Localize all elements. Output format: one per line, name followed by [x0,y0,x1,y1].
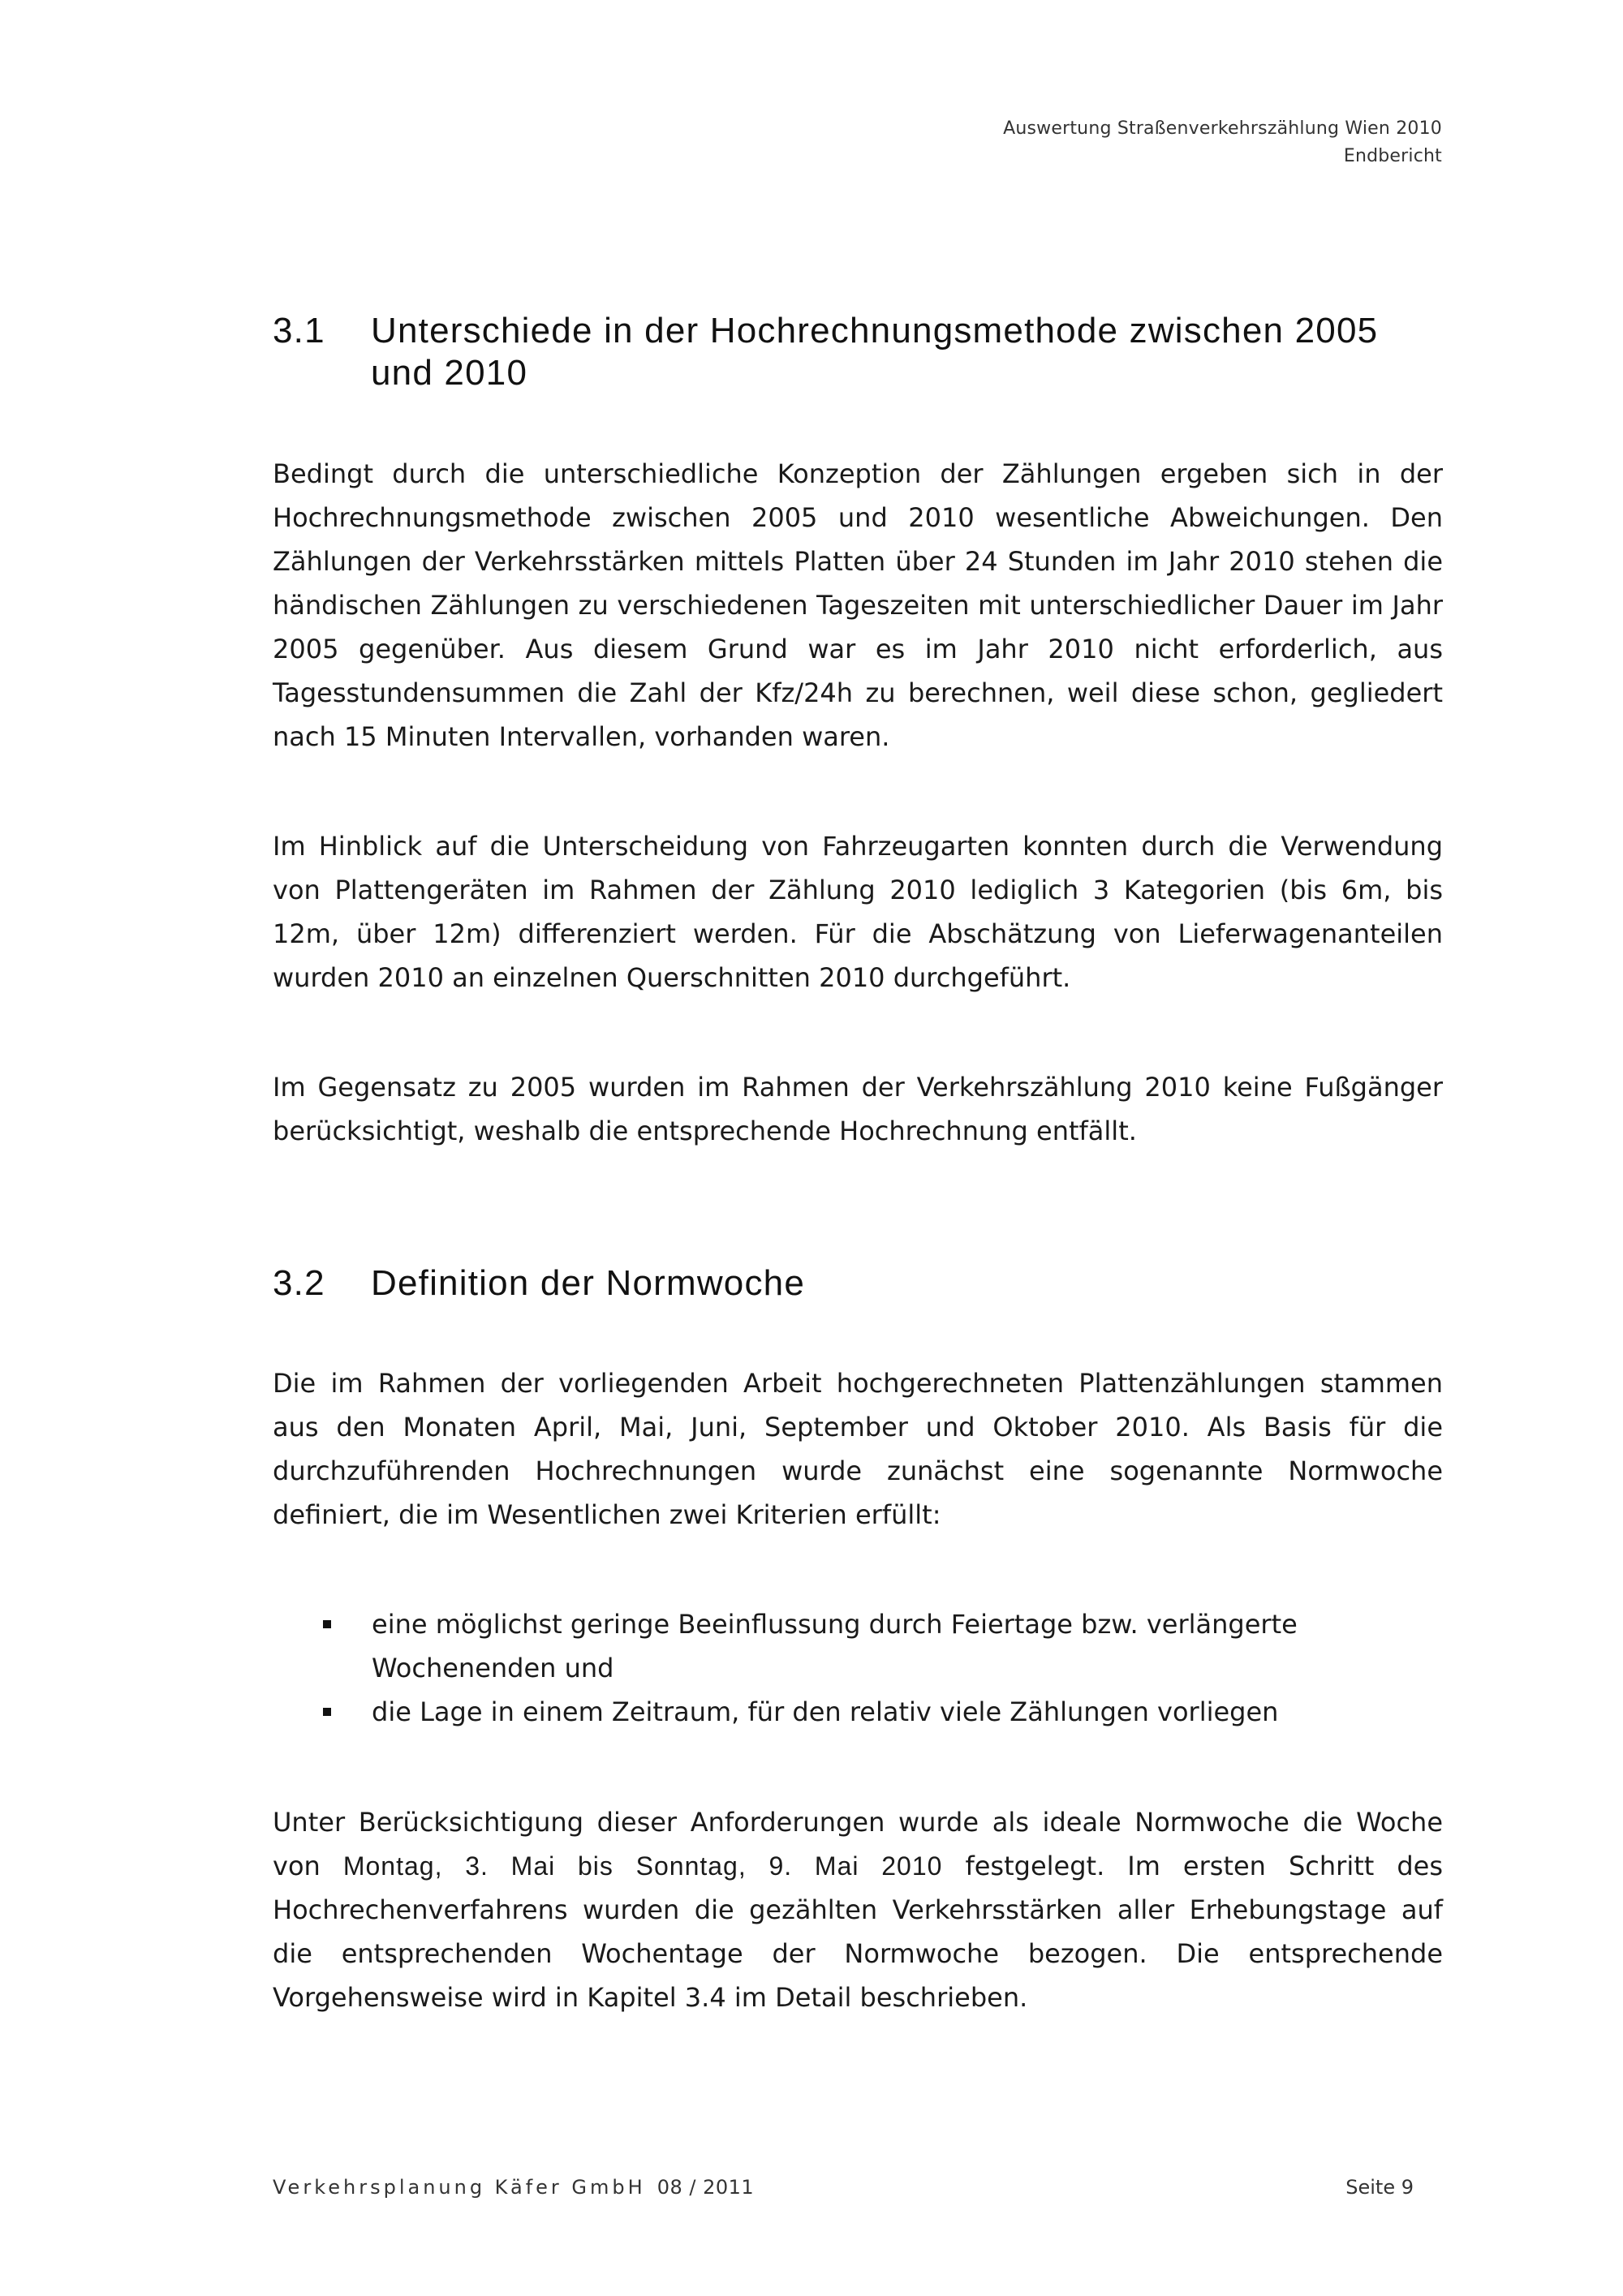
header-subtitle: Endbericht [1343,146,1442,166]
header-title: Auswertung Straßenverkehrszählung Wien 2010 [1003,118,1442,139]
list-item [273,1602,1443,1690]
criteria-list [273,1602,1443,1734]
running-header [1003,115,1442,170]
paragraph: Im Gegensatz zu 2005 wurden im Rahmen der Verkehrszählung 2010 keine Fußgänger berücksichtigt, weshalb die entsprechende Hochrechnung entfällt. [273,1072,1443,1146]
list-item-text: die Lage in einem Zeitraum, für den relativ viele Zählungen vorliegen [372,1696,1279,1727]
section-heading-3-2 [273,1262,1443,1305]
bullet-square-icon [323,1620,331,1628]
date-range-emphasis: Montag, 3. Mai bis Sonntag, 9. Mai 2010 [342,1851,943,1881]
bullet-square-icon [323,1708,331,1716]
text-run: festgelegt. Im ersten Schritt des Hochrechenverfahrens wurden die gezählten Verkehrsstärken aller Erhebungstage auf die entsprechenden Wochentage der Normwoche bezogen. Die entsprechende Vorgehensweise wird in Kapitel 3.4 im Detail beschrieben. [273,1851,1444,2013]
list-item-text: eine möglichst geringe Beeinflussung durch Feiertage bzw. verlängerte Wochenenden und [372,1609,1298,1683]
section-heading-3-1 [273,310,1443,394]
section-number: 3.1 [273,311,325,350]
paragraph: Im Hinblick auf die Unterscheidung von Fahrzeugarten konnten durch die Verwendung von Plattengeräten im Rahmen der Zählung 2010 lediglich 3 Kategorien (bis 6m, bis 12m, über 12m) differenziert werden. Für die Abschätzung von Lieferwagenanteilen wurden 2010 an einzelnen Querschnitten 2010 durchgeführt. [273,831,1443,993]
section-title: Unterschiede in der Hochrechnungsmethode zwischen 2005 und 2010 [371,311,1379,393]
text-run: Unter Berücksichtigung dieser Anforderungen wurde als ideale Normwoche die Woche von [273,1807,1443,1881]
paragraph: Bedingt durch die unterschiedliche Konzeption der Zählungen ergeben sich in der Hochrechnungsmethode zwischen 2005 und 2010 wesentliche Abweichungen. Den Zählungen der Verkehrsstärken mittels Platten über 24 Stunden im Jahr 2010 stehen die händischen Zählungen zu verschiedenen Tageszeiten mit unterschiedlicher Dauer im Jahr 2005 gegenüber. Aus diesem Grund war es im Jahr 2010 nicht erforderlich, aus Tagesstundensummen die Zahl der Kfz/24h zu berechnen, weil diese schon, gegliedert nach 15 Minuten Intervallen, vorhanden waren. [273,458,1443,752]
section-title: Definition der Normwoche [371,1263,806,1303]
paragraph [273,1800,1443,2019]
section-number: 3.2 [273,1263,325,1303]
paragraph: Die im Rahmen der vorliegenden Arbeit hochgerechneten Plattenzählungen stammen aus den Monaten April, Mai, Juni, September und Oktober 2010. Als Basis für die durchzuführenden Hochrechnungen wurde zunächst eine sogenannte Normwoche definiert, die im Wesentlichen zwei Kriterien erfüllt: [273,1368,1443,1530]
company-name: Verkehrsplanung Käfer GmbH [273,2176,646,2199]
page-number: Seite 9 [1345,2176,1414,2199]
list-item [273,1690,1443,1734]
footer-date: 08 / 2011 [657,2176,755,2199]
footer-company [273,2176,754,2199]
